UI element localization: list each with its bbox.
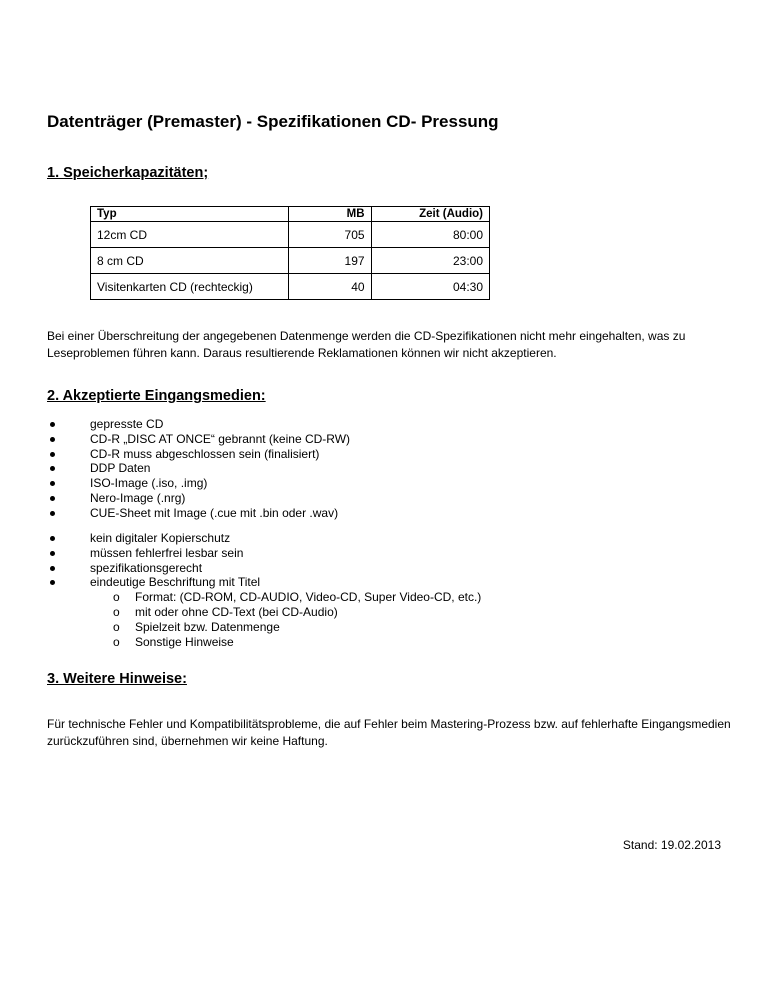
list-item-label: Nero-Image (.nrg) [90,490,186,505]
list-item-label: spezifikationsgerecht [90,560,203,575]
document-title: Datenträger (Premaster) - Spezifikationen CD- Pressung [47,112,499,131]
list-item [0,575,481,649]
table-cell-mb: 197 [288,248,371,274]
list-item-label: CUE-Sheet mit Image (.cue mit .bin oder .wav) [90,505,339,520]
section-heading-speicherkapazitaeten: 1. Speicherkapazitäten; [47,165,209,181]
sublist-item-label: Format: (CD-ROM, CD-AUDIO, Video-CD, Super Video-CD, etc.) [135,590,482,605]
list-item [0,491,350,506]
list-item-label: kein digitaler Kopierschutz [90,531,231,545]
circle-bullet-icon: o [113,604,120,619]
sublist-item [90,620,481,635]
capacity-note: Bei einer Überschreitung der angegebenen Datenmenge werden die CD-Spezifikationen nicht mehr eingehalten, was zu Leseproblemen führen kann. Daraus resultierende Reklamationen können wir nicht akzeptieren. [47,329,686,360]
bullet-icon [50,466,55,471]
capacity-table [90,206,490,300]
section-heading-weitere-hinweise: 3. Weitere Hinweise: [47,671,187,687]
media-requirements-list [0,531,481,649]
list-item [0,531,481,546]
sublist-item [90,635,481,650]
table-header-zeit: Zeit (Audio) [371,207,489,222]
date-stamp: Stand: 19.02.2013 [622,838,721,852]
bullet-icon [50,496,55,501]
table-cell-typ: 8 cm CD [91,248,289,274]
list-item [0,546,481,561]
list-item-label: CD-R muss abgeschlossen sein (finalisiert) [90,446,320,461]
table-cell-zeit: 04:30 [371,274,489,300]
sublist-item [90,605,481,620]
list-item [0,461,350,476]
bullet-icon [50,481,55,486]
table-cell-mb: 40 [288,274,371,300]
table-header-row [91,207,490,222]
list-item-label: DDP Daten [90,461,151,476]
list-item [0,561,481,576]
circle-bullet-icon: o [113,619,120,634]
list-item-label: ISO-Image (.iso, .img) [90,476,208,491]
list-item-label: eindeutige Beschriftung mit Titel [90,575,261,590]
circle-bullet-icon: o [113,634,120,649]
sublist-item-label: mit oder ohne CD-Text (bei CD-Audio) [135,604,338,619]
list-item [0,447,350,462]
table-header-typ: Typ [91,207,289,222]
bullet-icon [50,452,55,457]
bullet-icon [50,566,55,571]
list-item-label: gepresste CD [90,417,164,431]
sublist-item-label: Spielzeit bzw. Datenmenge [135,619,280,634]
section-heading-eingangsmedien: 2. Akzeptierte Eingangsmedien: [47,388,266,404]
bullet-icon [50,422,55,427]
circle-bullet-icon: o [113,590,120,605]
table-cell-zeit: 23:00 [371,248,489,274]
bullet-icon [50,511,55,516]
bullet-icon [50,551,55,556]
bullet-icon [50,580,55,585]
list-item [0,432,350,447]
liability-note: Für technische Fehler und Kompatibilitätsprobleme, die auf Fehler beim Mastering-Prozess bzw. auf fehlerhafte Eingangsmedien zurückzuführen sind, übernehmen wir keine Haftung. [47,717,731,748]
list-item-label: müssen fehlerfrei lesbar sein [90,545,244,560]
table-header-mb: MB [288,207,371,222]
table-row [91,222,490,248]
labeling-sublist [90,590,481,649]
sublist-item [90,590,481,605]
table-cell-zeit: 80:00 [371,222,489,248]
table-cell-typ: 12cm CD [91,222,289,248]
table-cell-mb: 705 [288,222,371,248]
accepted-media-list [0,417,350,521]
bullet-icon [50,536,55,541]
list-item-label: CD-R „DISC AT ONCE“ gebrannt (keine CD-RW) [90,431,351,446]
list-item [0,417,350,432]
table-row [91,248,490,274]
sublist-item-label: Sonstige Hinweise [135,634,234,649]
list-item [0,476,350,491]
bullet-icon [50,437,55,442]
table-cell-typ: Visitenkarten CD (rechteckig) [91,274,289,300]
table-row [91,274,490,300]
list-item [0,506,350,521]
